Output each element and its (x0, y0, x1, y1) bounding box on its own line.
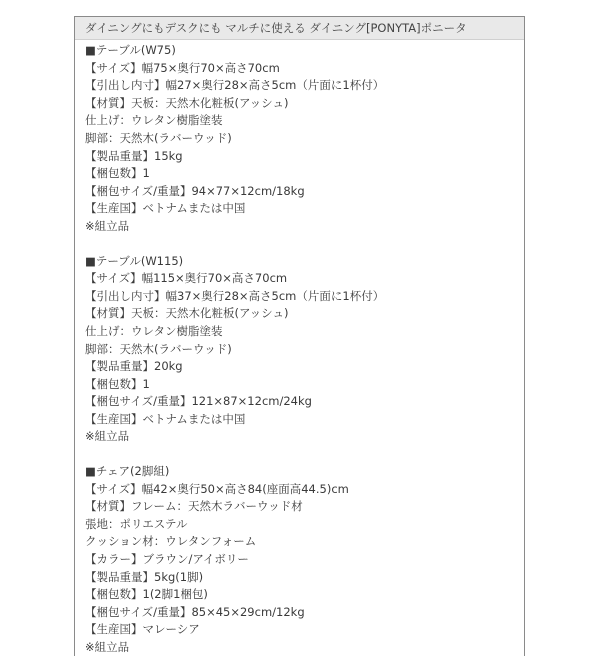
spec-section-table-w115 (85, 253, 524, 447)
spec-line: 【製品重量】5kg(1脚) (85, 569, 204, 584)
spec-line: 【生産国】ベトナムまたは中国 (85, 411, 246, 426)
spec-line: 【サイズ】幅75×奥行70×高さ70cm (85, 60, 280, 75)
spec-line: 【サイズ】幅42×奥行50×高さ84(座面高44.5)cm (85, 481, 349, 496)
spec-line: クッション材：ウレタンフォーム (85, 534, 257, 549)
spec-line: 【梱包サイズ/重量】94×77×12cm/18kg (85, 183, 305, 198)
spec-section-table-w75 (85, 42, 524, 236)
spec-line: 脚部：天然木(ラバーウッド) (85, 130, 232, 145)
product-spec-panel (74, 16, 525, 656)
spec-line: 【梱包数】1 (85, 376, 150, 391)
section-heading: ■テーブル(W115) (85, 253, 184, 268)
spec-line: 【材質】天板：天然木化粧板(アッシュ) (85, 306, 289, 321)
spec-line: 【梱包数】1(2脚1梱包) (85, 587, 208, 602)
section-heading: ■チェア(2脚組) (85, 464, 170, 479)
spec-note: ※組立品 (85, 640, 130, 654)
spec-line: 仕上げ：ウレタン樹脂塗装 (85, 113, 223, 128)
spec-note: ※組立品 (85, 429, 130, 444)
spec-line: 【生産国】ベトナムまたは中国 (85, 201, 246, 216)
spec-line: 【サイズ】幅115×奥行70×高さ70cm (85, 271, 288, 286)
spec-line: 張地：ポリエステル (85, 516, 188, 531)
spec-line: 【生産国】マレーシア (85, 622, 200, 637)
spec-line: 仕上げ：ウレタン樹脂塗装 (85, 323, 223, 338)
spec-body (75, 40, 524, 657)
spec-line: 【製品重量】15kg (85, 148, 183, 163)
spec-line: 【材質】天板：天然木化粧板(アッシュ) (85, 95, 289, 110)
section-heading: ■テーブル(W75) (85, 43, 176, 57)
spec-line: 脚部：天然木(ラバーウッド) (85, 341, 232, 356)
spec-line: 【梱包サイズ/重量】85×45×29cm/12kg (85, 604, 305, 619)
spec-line: 【梱包サイズ/重量】121×87×12cm/24kg (85, 394, 312, 409)
panel-title: ダイニングにもデスクにも マルチに使える ダイニング[PONYTA]ポニータ (75, 17, 524, 40)
spec-line: 【カラー】ブラウン/アイボリー (85, 552, 249, 567)
spec-section-chair (85, 463, 524, 657)
spec-line: 【引出し内寸】幅37×奥行28×高さ5cm（片面に1杯付） (85, 288, 385, 303)
spec-line: 【梱包数】1 (85, 166, 150, 181)
spec-note: ※組立品 (85, 218, 130, 233)
spec-line: 【引出し内寸】幅27×奥行28×高さ5cm（片面に1杯付） (85, 78, 385, 93)
spec-line: 【材質】フレーム：天然木ラバーウッド材 (85, 499, 303, 514)
spec-line: 【製品重量】20kg (85, 359, 183, 374)
